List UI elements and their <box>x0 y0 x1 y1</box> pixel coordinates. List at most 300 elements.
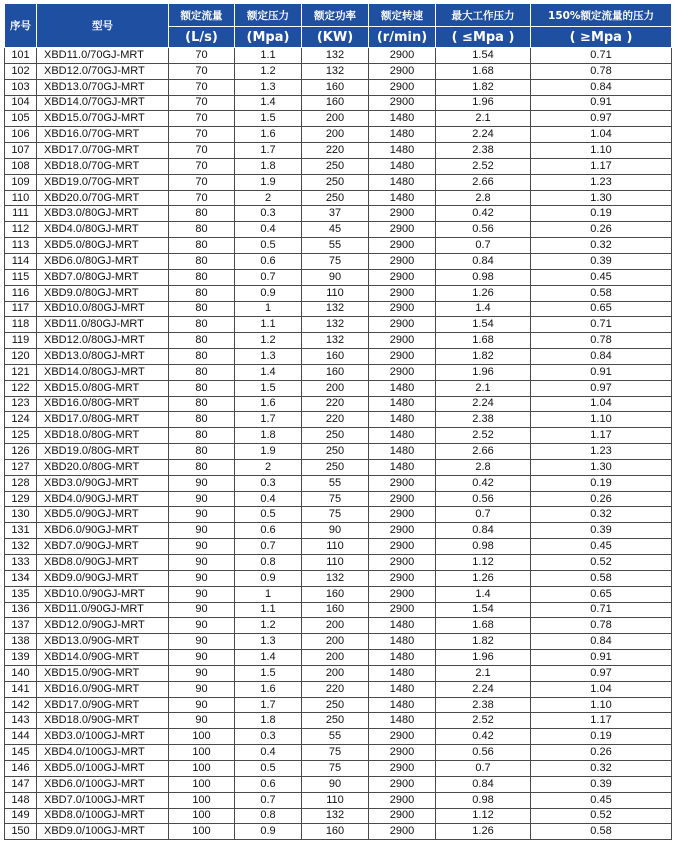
flow-cell: 100 <box>169 745 235 761</box>
pressure-cell: 0.5 <box>235 507 302 523</box>
table-row <box>5 380 672 396</box>
flow-cell: 70 <box>169 127 235 143</box>
header-pressure-150: 150%额定流量的压力 <box>531 4 672 27</box>
pressure-150-cell: 0.65 <box>531 586 672 602</box>
model-cell: XBD18.0/90G-MRT <box>37 713 169 729</box>
speed-cell: 1480 <box>369 697 436 713</box>
pressure-150-cell: 1.04 <box>531 127 672 143</box>
seq-cell: 106 <box>5 127 37 143</box>
seq-cell: 140 <box>5 665 37 681</box>
flow-cell: 90 <box>169 539 235 555</box>
flow-cell: 80 <box>169 459 235 475</box>
model-cell: XBD4.0/80GJ-MRT <box>37 222 169 238</box>
flow-cell: 90 <box>169 555 235 571</box>
speed-cell: 1480 <box>369 665 436 681</box>
speed-cell: 1480 <box>369 174 436 190</box>
max-pressure-cell: 2.52 <box>436 158 531 174</box>
flow-cell: 70 <box>169 79 235 95</box>
table-row <box>5 301 672 317</box>
seq-cell: 129 <box>5 491 37 507</box>
speed-cell: 2900 <box>369 95 436 111</box>
seq-cell: 133 <box>5 555 37 571</box>
seq-cell: 132 <box>5 539 37 555</box>
pressure-150-cell: 1.23 <box>531 174 672 190</box>
model-cell: XBD10.0/90GJ-MRT <box>37 586 169 602</box>
flow-cell: 90 <box>169 570 235 586</box>
max-pressure-cell: 1.4 <box>436 301 531 317</box>
model-cell: XBD20.0/80G-MRT <box>37 459 169 475</box>
pressure-cell: 0.6 <box>235 776 302 792</box>
seq-cell: 125 <box>5 428 37 444</box>
power-cell: 110 <box>302 285 369 301</box>
pressure-150-cell: 1.17 <box>531 158 672 174</box>
power-cell: 160 <box>302 586 369 602</box>
speed-cell: 2900 <box>369 222 436 238</box>
pressure-cell: 1.4 <box>235 95 302 111</box>
max-pressure-cell: 2.24 <box>436 396 531 412</box>
pressure-150-cell: 1.10 <box>531 412 672 428</box>
max-pressure-cell: 2.1 <box>436 111 531 127</box>
max-pressure-cell: 1.82 <box>436 79 531 95</box>
power-cell: 75 <box>302 760 369 776</box>
table-row <box>5 776 672 792</box>
table-row <box>5 507 672 523</box>
speed-cell: 1480 <box>369 428 436 444</box>
seq-cell: 141 <box>5 681 37 697</box>
pressure-cell: 0.9 <box>235 285 302 301</box>
power-cell: 160 <box>302 364 369 380</box>
pressure-cell: 1.3 <box>235 79 302 95</box>
pressure-150-cell: 0.65 <box>531 301 672 317</box>
power-cell: 250 <box>302 697 369 713</box>
power-cell: 250 <box>302 713 369 729</box>
speed-cell: 1480 <box>369 681 436 697</box>
speed-cell: 2900 <box>369 507 436 523</box>
pressure-cell: 1.2 <box>235 618 302 634</box>
header-seq: 序号 <box>5 4 37 48</box>
power-cell: 75 <box>302 507 369 523</box>
model-cell: XBD14.0/80GJ-MRT <box>37 364 169 380</box>
model-cell: XBD8.0/90GJ-MRT <box>37 555 169 571</box>
model-cell: XBD20.0/70G-MRT <box>37 190 169 206</box>
max-pressure-cell: 1.4 <box>436 586 531 602</box>
table-row <box>5 792 672 808</box>
seq-cell: 104 <box>5 95 37 111</box>
pressure-150-cell: 0.58 <box>531 570 672 586</box>
seq-cell: 147 <box>5 776 37 792</box>
flow-cell: 100 <box>169 776 235 792</box>
speed-cell: 2900 <box>369 63 436 79</box>
pressure-150-cell: 1.17 <box>531 713 672 729</box>
model-cell: XBD4.0/100GJ-MRT <box>37 745 169 761</box>
pressure-cell: 1.7 <box>235 412 302 428</box>
seq-cell: 108 <box>5 158 37 174</box>
table-row <box>5 618 672 634</box>
max-pressure-cell: 1.12 <box>436 555 531 571</box>
model-cell: XBD16.0/70G-MRT <box>37 127 169 143</box>
seq-cell: 110 <box>5 190 37 206</box>
pressure-150-cell: 0.78 <box>531 63 672 79</box>
pressure-cell: 0.7 <box>235 539 302 555</box>
power-cell: 110 <box>302 539 369 555</box>
speed-cell: 2900 <box>369 792 436 808</box>
pressure-cell: 1.4 <box>235 364 302 380</box>
pressure-cell: 1.5 <box>235 380 302 396</box>
seq-cell: 120 <box>5 349 37 365</box>
flow-cell: 100 <box>169 760 235 776</box>
speed-cell: 2900 <box>369 317 436 333</box>
pressure-cell: 1.3 <box>235 634 302 650</box>
table-row <box>5 570 672 586</box>
table-row <box>5 555 672 571</box>
table-row <box>5 190 672 206</box>
table-row <box>5 269 672 285</box>
flow-cell: 80 <box>169 412 235 428</box>
model-cell: XBD3.0/100GJ-MRT <box>37 729 169 745</box>
header-row-labels <box>5 4 672 27</box>
header-flow-unit: (L/s) <box>169 27 235 48</box>
power-cell: 200 <box>302 127 369 143</box>
speed-cell: 2900 <box>369 539 436 555</box>
seq-cell: 117 <box>5 301 37 317</box>
table-row <box>5 127 672 143</box>
pressure-cell: 1.4 <box>235 650 302 666</box>
header-power: 额定功率 <box>302 4 369 27</box>
speed-cell: 2900 <box>369 349 436 365</box>
table-row <box>5 349 672 365</box>
table-row <box>5 206 672 222</box>
table-row <box>5 697 672 713</box>
pressure-150-cell: 1.04 <box>531 681 672 697</box>
pressure-cell: 0.6 <box>235 523 302 539</box>
pressure-150-cell: 0.78 <box>531 333 672 349</box>
max-pressure-cell: 0.56 <box>436 491 531 507</box>
max-pressure-cell: 0.84 <box>436 523 531 539</box>
pressure-cell: 1.8 <box>235 713 302 729</box>
model-cell: XBD14.0/70GJ-MRT <box>37 95 169 111</box>
power-cell: 200 <box>302 111 369 127</box>
table-row <box>5 158 672 174</box>
pressure-150-cell: 1.04 <box>531 396 672 412</box>
table-row <box>5 681 672 697</box>
max-pressure-cell: 2.52 <box>436 428 531 444</box>
pressure-150-cell: 0.52 <box>531 555 672 571</box>
power-cell: 75 <box>302 253 369 269</box>
seq-cell: 123 <box>5 396 37 412</box>
pressure-cell: 0.3 <box>235 729 302 745</box>
flow-cell: 80 <box>169 428 235 444</box>
pressure-cell: 0.5 <box>235 238 302 254</box>
seq-cell: 101 <box>5 48 37 64</box>
max-pressure-cell: 1.68 <box>436 63 531 79</box>
speed-cell: 1480 <box>369 459 436 475</box>
model-cell: XBD13.0/90G-MRT <box>37 634 169 650</box>
table-row <box>5 95 672 111</box>
model-cell: XBD13.0/70GJ-MRT <box>37 79 169 95</box>
power-cell: 200 <box>302 380 369 396</box>
max-pressure-cell: 0.7 <box>436 760 531 776</box>
power-cell: 90 <box>302 776 369 792</box>
table-row <box>5 459 672 475</box>
model-cell: XBD17.0/90G-MRT <box>37 697 169 713</box>
flow-cell: 80 <box>169 206 235 222</box>
model-cell: XBD10.0/80GJ-MRT <box>37 301 169 317</box>
speed-cell: 1480 <box>369 618 436 634</box>
speed-cell: 1480 <box>369 713 436 729</box>
pressure-150-cell: 1.30 <box>531 459 672 475</box>
max-pressure-cell: 1.26 <box>436 285 531 301</box>
max-pressure-cell: 0.7 <box>436 507 531 523</box>
max-pressure-cell: 2.38 <box>436 143 531 159</box>
table-row <box>5 412 672 428</box>
model-cell: XBD6.0/90GJ-MRT <box>37 523 169 539</box>
power-cell: 250 <box>302 444 369 460</box>
model-cell: XBD3.0/90GJ-MRT <box>37 475 169 491</box>
pressure-150-cell: 0.26 <box>531 222 672 238</box>
table-row <box>5 634 672 650</box>
seq-cell: 116 <box>5 285 37 301</box>
power-cell: 132 <box>302 48 369 64</box>
table-row <box>5 665 672 681</box>
pressure-cell: 2 <box>235 459 302 475</box>
flow-cell: 80 <box>169 444 235 460</box>
header-max-pressure: 最大工作压力 <box>436 4 531 27</box>
power-cell: 90 <box>302 269 369 285</box>
flow-cell: 80 <box>169 333 235 349</box>
seq-cell: 113 <box>5 238 37 254</box>
max-pressure-cell: 1.68 <box>436 333 531 349</box>
pressure-cell: 2 <box>235 190 302 206</box>
power-cell: 110 <box>302 555 369 571</box>
power-cell: 220 <box>302 681 369 697</box>
max-pressure-cell: 1.26 <box>436 824 531 840</box>
table-row <box>5 808 672 824</box>
speed-cell: 1480 <box>369 396 436 412</box>
model-cell: XBD11.0/90GJ-MRT <box>37 602 169 618</box>
speed-cell: 2900 <box>369 729 436 745</box>
pressure-cell: 1.2 <box>235 63 302 79</box>
power-cell: 200 <box>302 650 369 666</box>
flow-cell: 80 <box>169 269 235 285</box>
model-cell: XBD5.0/90GJ-MRT <box>37 507 169 523</box>
power-cell: 160 <box>302 349 369 365</box>
pressure-150-cell: 0.45 <box>531 269 672 285</box>
seq-cell: 146 <box>5 760 37 776</box>
flow-cell: 100 <box>169 792 235 808</box>
power-cell: 132 <box>302 333 369 349</box>
speed-cell: 1480 <box>369 650 436 666</box>
seq-cell: 124 <box>5 412 37 428</box>
power-cell: 132 <box>302 317 369 333</box>
max-pressure-cell: 2.38 <box>436 412 531 428</box>
power-cell: 132 <box>302 301 369 317</box>
table-row <box>5 491 672 507</box>
model-cell: XBD19.0/80G-MRT <box>37 444 169 460</box>
pressure-150-cell: 0.39 <box>531 776 672 792</box>
pressure-150-cell: 0.32 <box>531 507 672 523</box>
speed-cell: 1480 <box>369 380 436 396</box>
pressure-cell: 0.4 <box>235 745 302 761</box>
power-cell: 220 <box>302 396 369 412</box>
speed-cell: 1480 <box>369 444 436 460</box>
seq-cell: 126 <box>5 444 37 460</box>
table-row <box>5 222 672 238</box>
table-row <box>5 285 672 301</box>
table-row <box>5 539 672 555</box>
table-row <box>5 444 672 460</box>
power-cell: 75 <box>302 745 369 761</box>
max-pressure-cell: 0.56 <box>436 745 531 761</box>
pressure-cell: 1.5 <box>235 111 302 127</box>
flow-cell: 70 <box>169 190 235 206</box>
pressure-cell: 1.5 <box>235 665 302 681</box>
max-pressure-cell: 2.1 <box>436 380 531 396</box>
flow-cell: 100 <box>169 729 235 745</box>
table-body <box>5 48 672 840</box>
pressure-150-cell: 0.32 <box>531 760 672 776</box>
seq-cell: 131 <box>5 523 37 539</box>
pressure-cell: 0.9 <box>235 824 302 840</box>
header-pressure: 额定压力 <box>235 4 302 27</box>
flow-cell: 80 <box>169 253 235 269</box>
power-cell: 220 <box>302 412 369 428</box>
speed-cell: 1480 <box>369 634 436 650</box>
pressure-150-cell: 0.97 <box>531 111 672 127</box>
pressure-150-cell: 0.91 <box>531 364 672 380</box>
table-row <box>5 396 672 412</box>
max-pressure-cell: 0.98 <box>436 792 531 808</box>
model-cell: XBD15.0/70GJ-MRT <box>37 111 169 127</box>
power-cell: 200 <box>302 634 369 650</box>
seq-cell: 122 <box>5 380 37 396</box>
max-pressure-cell: 0.7 <box>436 238 531 254</box>
model-cell: XBD18.0/70G-MRT <box>37 158 169 174</box>
header-pressure-unit: (Mpa) <box>235 27 302 48</box>
pressure-150-cell: 0.84 <box>531 349 672 365</box>
power-cell: 132 <box>302 808 369 824</box>
pressure-150-cell: 0.97 <box>531 665 672 681</box>
max-pressure-cell: 1.96 <box>436 95 531 111</box>
pressure-150-cell: 0.39 <box>531 523 672 539</box>
power-cell: 45 <box>302 222 369 238</box>
max-pressure-cell: 2.24 <box>436 127 531 143</box>
flow-cell: 70 <box>169 174 235 190</box>
table-row <box>5 253 672 269</box>
seq-cell: 139 <box>5 650 37 666</box>
model-cell: XBD12.0/80GJ-MRT <box>37 333 169 349</box>
flow-cell: 80 <box>169 380 235 396</box>
table-row <box>5 729 672 745</box>
table-row <box>5 63 672 79</box>
max-pressure-cell: 1.82 <box>436 634 531 650</box>
speed-cell: 2900 <box>369 238 436 254</box>
seq-cell: 107 <box>5 143 37 159</box>
seq-cell: 109 <box>5 174 37 190</box>
speed-cell: 1480 <box>369 412 436 428</box>
pressure-150-cell: 0.26 <box>531 745 672 761</box>
power-cell: 160 <box>302 79 369 95</box>
power-cell: 75 <box>302 491 369 507</box>
model-cell: XBD12.0/90GJ-MRT <box>37 618 169 634</box>
pressure-cell: 1.7 <box>235 697 302 713</box>
model-cell: XBD4.0/90GJ-MRT <box>37 491 169 507</box>
flow-cell: 90 <box>169 713 235 729</box>
max-pressure-cell: 1.54 <box>436 317 531 333</box>
header-speed: 额定转速 <box>369 4 436 27</box>
power-cell: 220 <box>302 143 369 159</box>
max-pressure-cell: 1.54 <box>436 48 531 64</box>
power-cell: 250 <box>302 459 369 475</box>
power-cell: 250 <box>302 158 369 174</box>
pressure-150-cell: 1.10 <box>531 697 672 713</box>
pressure-cell: 1.1 <box>235 48 302 64</box>
model-cell: XBD11.0/80GJ-MRT <box>37 317 169 333</box>
table-row <box>5 428 672 444</box>
pressure-cell: 0.4 <box>235 222 302 238</box>
flow-cell: 70 <box>169 111 235 127</box>
header-power-unit: (KW) <box>302 27 369 48</box>
power-cell: 55 <box>302 238 369 254</box>
seq-cell: 118 <box>5 317 37 333</box>
speed-cell: 2900 <box>369 523 436 539</box>
flow-cell: 80 <box>169 238 235 254</box>
max-pressure-cell: 1.26 <box>436 570 531 586</box>
model-cell: XBD9.0/100GJ-MRT <box>37 824 169 840</box>
power-cell: 160 <box>302 602 369 618</box>
max-pressure-cell: 2.1 <box>436 665 531 681</box>
pump-spec-table <box>4 3 672 840</box>
table-row <box>5 48 672 64</box>
seq-cell: 130 <box>5 507 37 523</box>
model-cell: XBD5.0/80GJ-MRT <box>37 238 169 254</box>
flow-cell: 90 <box>169 681 235 697</box>
model-cell: XBD12.0/70GJ-MRT <box>37 63 169 79</box>
flow-cell: 90 <box>169 618 235 634</box>
speed-cell: 2900 <box>369 253 436 269</box>
power-cell: 200 <box>302 665 369 681</box>
pressure-cell: 1.7 <box>235 143 302 159</box>
seq-cell: 115 <box>5 269 37 285</box>
flow-cell: 70 <box>169 158 235 174</box>
table-row <box>5 111 672 127</box>
model-cell: XBD6.0/80GJ-MRT <box>37 253 169 269</box>
seq-cell: 105 <box>5 111 37 127</box>
model-cell: XBD16.0/90G-MRT <box>37 681 169 697</box>
pressure-cell: 0.8 <box>235 808 302 824</box>
speed-cell: 2900 <box>369 48 436 64</box>
flow-cell: 100 <box>169 824 235 840</box>
pressure-150-cell: 0.32 <box>531 238 672 254</box>
speed-cell: 2900 <box>369 301 436 317</box>
header-max-pressure-unit: ( ≤Mpa ) <box>436 27 531 48</box>
power-cell: 250 <box>302 174 369 190</box>
flow-cell: 80 <box>169 285 235 301</box>
speed-cell: 2900 <box>369 285 436 301</box>
max-pressure-cell: 1.54 <box>436 602 531 618</box>
max-pressure-cell: 1.96 <box>436 650 531 666</box>
pressure-150-cell: 0.91 <box>531 95 672 111</box>
speed-cell: 2900 <box>369 745 436 761</box>
header-flow: 额定流量 <box>169 4 235 27</box>
speed-cell: 2900 <box>369 760 436 776</box>
pressure-cell: 1.8 <box>235 428 302 444</box>
flow-cell: 90 <box>169 586 235 602</box>
seq-cell: 135 <box>5 586 37 602</box>
pressure-150-cell: 0.39 <box>531 253 672 269</box>
max-pressure-cell: 2.52 <box>436 713 531 729</box>
pressure-cell: 1.6 <box>235 396 302 412</box>
flow-cell: 80 <box>169 364 235 380</box>
